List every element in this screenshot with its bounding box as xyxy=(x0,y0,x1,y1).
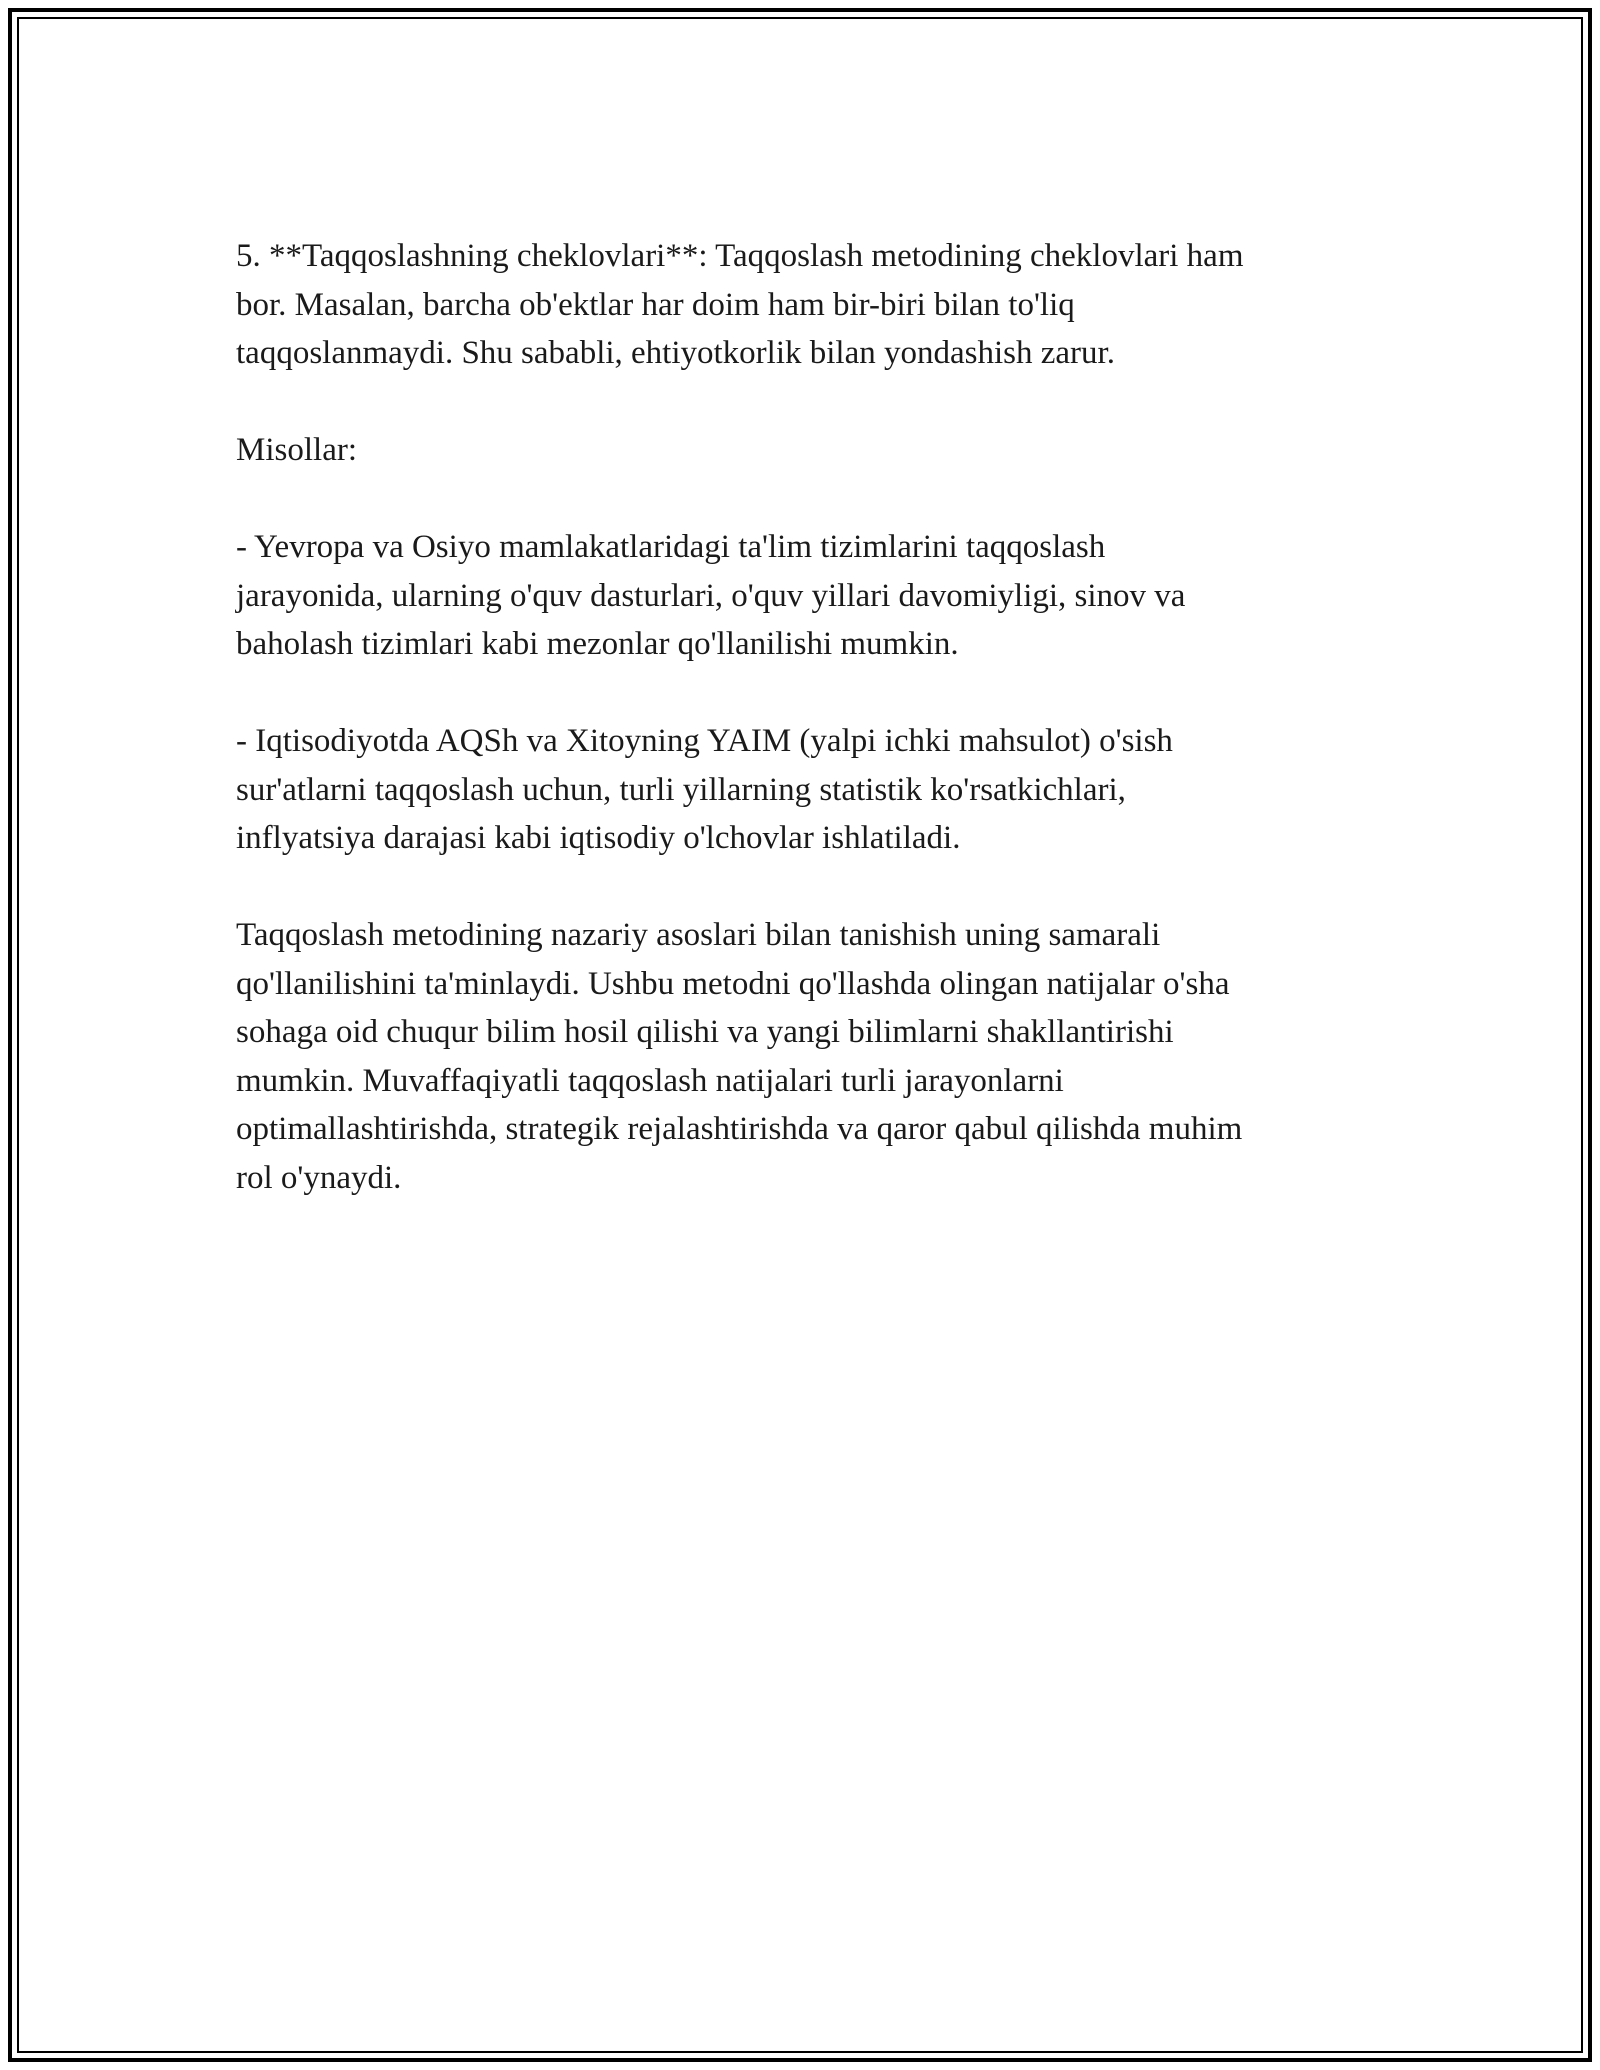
paragraph-example-economy: - Iqtisodiyotda AQSh va Xitoyning YAIM (yalpi ichki mahsulot) o'sish sur'atlarni taqqoslash uchun, turli yillarning statistik ko'rsatkichlari, inflyatsiya darajasi kabi iqtisodiy o'lchovlar ishlatiladi. xyxy=(236,723,1173,856)
paragraph-comparison-limitations: 5. **Taqqoslashning cheklovlari**: Taqqoslash metodining cheklovlari ham bor. Masalan, barcha ob'ektlar har doim ham bir-biri bilan to'liq taqqoslanmaydi. Shu sababli, ehtiyotkorlik bilan yondashish zarur. xyxy=(236,238,1244,371)
paragraph-conclusion: Taqqoslash metodining nazariy asoslari bilan tanishish uning samarali qo'llanilishini ta'minlaydi. Ushbu metodni qo'llashda olingan natijalar o'sha sohaga oid chuqur bilim hosil qilishi va yangi bilimlarni shakllantirishi mumkin. Muvaffaqiyatli taqqoslash natijalari turli jarayonlarni optimallashtirishda, strategik rejalashtirishda va qaror qabul qilishda muhim rol o'ynaydi. xyxy=(236,917,1243,1196)
paragraph-examples-heading: Misollar: xyxy=(236,432,357,468)
document-body xyxy=(236,232,1386,1251)
paragraph-example-education: - Yevropa va Osiyo mamlakatlaridagi ta'lim tizimlarini taqqoslash jarayonida, ularning o'quv dasturlari, o'quv yillari davomiyligi, sinov va baholash tizimlari kabi mezonlar qo'llanilishi mumkin. xyxy=(236,529,1186,662)
